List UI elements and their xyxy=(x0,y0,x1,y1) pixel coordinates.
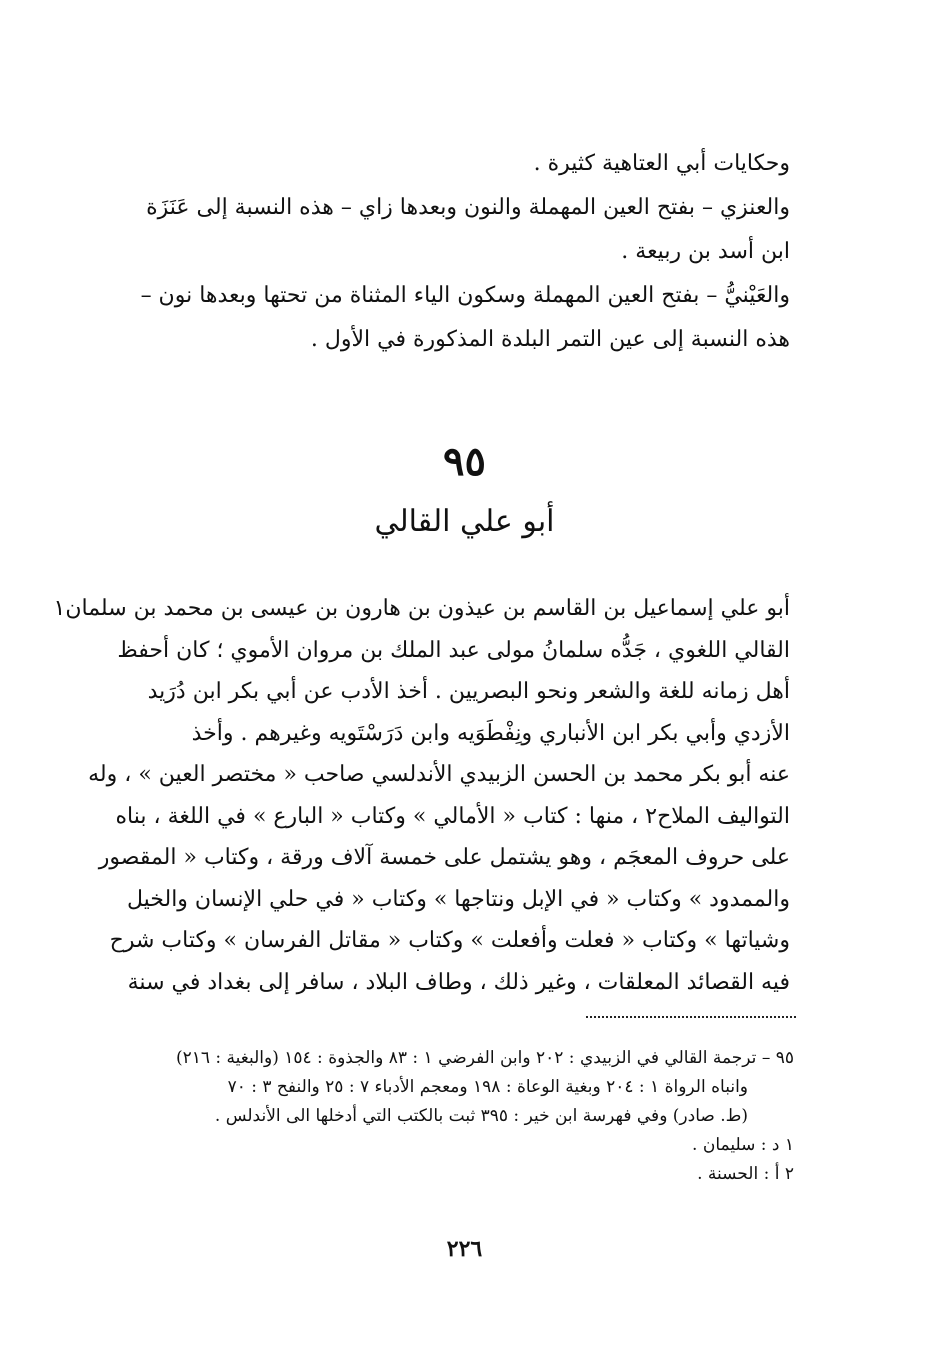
footnote-line: ١ د : سليمان . xyxy=(692,1135,794,1155)
page-number: ٢٢٦ xyxy=(446,1236,483,1262)
body-line: أبو علي إسماعيل بن القاسم بن عيذون بن هارون بن عيسى بن محمد بن سلمان١ xyxy=(53,596,790,621)
intro-line: هذه النسبة إلى عين التمر البلدة المذكورة في الأول . xyxy=(310,327,790,352)
intro-line: وحكايات أبي العتاهية كثيرة . xyxy=(533,151,790,176)
intro-line: والعنزي – بفتح العين المهملة والنون وبعدها زاي – هذه النسبة إلى عَنَزَة xyxy=(146,195,790,220)
entry-number: ٩٥ xyxy=(443,438,486,485)
biography-text xyxy=(53,588,790,1003)
footnote-line: ٩٥ – ترجمة القالي في الزبيدي : ٢٠٢ وابن الفرضي ١ : ٨٣ والجذوة : ١٥٤ (والبغية : ٢١٦) xyxy=(175,1048,794,1068)
body-line: على حروف المعجَم ، وهو يشتمل على خمسة آلاف ورقة ، وكتاب « المقصور xyxy=(98,845,790,870)
body-line: فيه القصائد المعلقات ، وغير ذلك ، وطاف البلاد ، سافر إلى بغداد في سنة xyxy=(127,969,790,995)
intro-line: والعَيْنيُّ – بفتح العين المهملة وسكون الياء المثناة من تحتها وبعدها نون – xyxy=(140,283,790,308)
footnote-line: وانباه الرواة ١ : ٢٠٤ وبغية الوعاة : ١٩٨ ومعجم الأدباء ٧ : ٢٥ والنفح ٣ : ٧٠ xyxy=(227,1077,748,1097)
entry-title: أبو علي القالي xyxy=(374,504,555,539)
footnotes xyxy=(96,1044,794,1189)
footnote-divider xyxy=(586,1016,796,1018)
body-line: والممدود » وكتاب « في الإبل ونتاجها » وكتاب « في حلي الإنسان والخيل xyxy=(126,886,790,912)
body-line: القالي اللغوي ، جَدُّه سلمانُ مولى عبد الملك بن مروان الأموي ؛ كان أحفظ xyxy=(117,637,790,663)
body-line: التواليف الملاح٢ ، منها : كتاب « الأمالي » وكتاب « البارع » في اللغة ، بناه xyxy=(115,803,790,829)
footnote-line: ٢ أ : الحسنة . xyxy=(697,1164,794,1184)
body-line: أهل زمانه للغة والشعر ونحو البصريين . أخذ الأدب عن أبي بكر ابن دُرَيد xyxy=(147,679,790,704)
body-line: عنه أبو بكر محمد بن الحسن الزبيدي الأندلسي صاحب « مختصر العين » ، وله xyxy=(88,762,790,787)
body-line: وشياتها » وكتاب « فعلت وأفعلت » وكتاب « مقاتل الفرسان » وكتاب شرح xyxy=(109,928,790,953)
body-line: الأزدي وأبي بكر ابن الأنباري ونِفْطَوَيه وابن دَرَسْتَويه وغيرهم . وأخذ xyxy=(191,720,790,746)
footnote-line: (ط. صادر) وفي فهرسة ابن خير : ٣٩٥ ثبت بالكتب التي أدخلها الى الأندلس . xyxy=(214,1106,748,1126)
intro-line: ابن أسد بن ربيعة . xyxy=(621,239,790,264)
intro-paragraphs xyxy=(100,142,790,362)
